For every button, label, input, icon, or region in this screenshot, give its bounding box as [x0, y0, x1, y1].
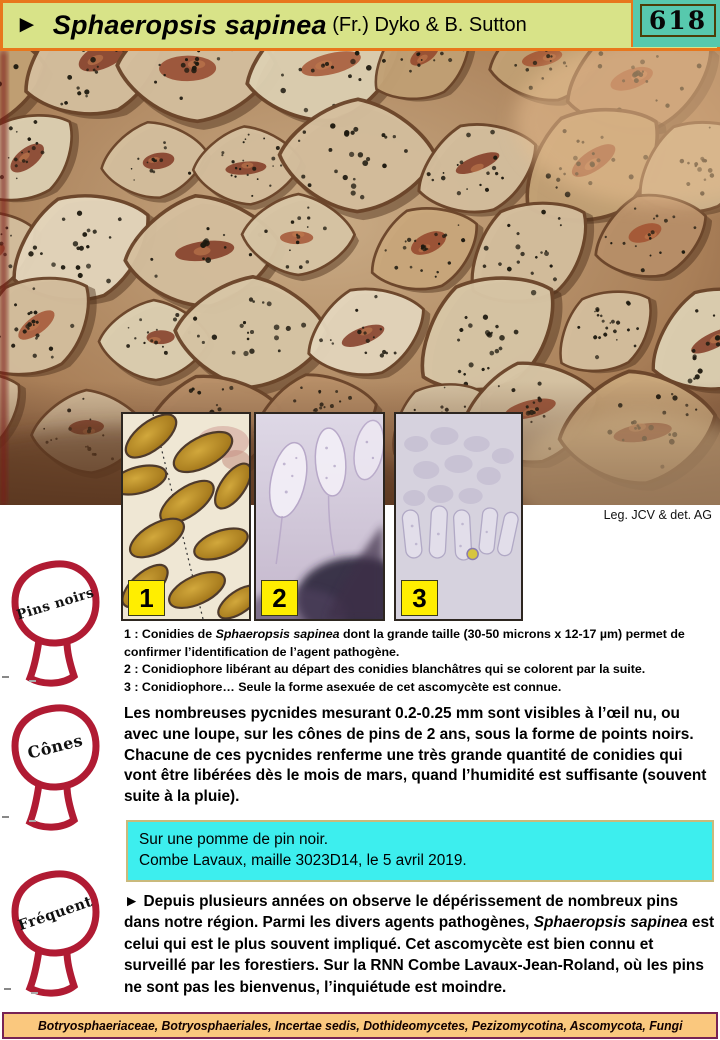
page-number: 618	[648, 6, 708, 35]
stamp-substrate-pins-noirs	[6, 558, 106, 690]
species-title: Sphaeropsis sapinea	[52, 10, 327, 40]
photo-number-badge-2: 2	[261, 580, 298, 616]
stamp-label: Pins noirs	[14, 584, 97, 624]
caption-line-1	[124, 626, 718, 661]
margin-mark	[4, 988, 11, 990]
stamp-label: Cônes	[25, 730, 85, 763]
caption-1-suffix: dont la grande taille (30-50 microns x 12-17 µm) permet de confirmer l’identification de l’agent pathogène.	[124, 627, 685, 659]
taxonomy-text: Botryosphaeriaceae, Botryosphaeriales, Incertae sedis, Dothideomycetes, Pezizomycotina, Ascomycota, Fungi	[37, 1018, 683, 1033]
collection-note-line-2: Combe Lavaux, maille 3023D14, le 5 avril 2019.	[139, 852, 467, 869]
page-number-badge	[640, 4, 716, 37]
stamp-frequency	[6, 868, 106, 1000]
title-arrow-icon: ►	[15, 10, 39, 38]
photo-credit: Leg. JCV & det. AG	[603, 508, 712, 522]
photo-number-badge-3: 3	[401, 580, 438, 616]
collection-note-box	[126, 820, 714, 882]
stamp-substrate-cones	[6, 702, 106, 834]
description-paragraph: Les nombreuses pycnides mesurant 0.2-0.25 mm sont visibles à l’œil nu, ou avec une loupe, sur les cônes de pins de 2 ans, sous la forme de points noirs. Chacune de ces pycnides renferme une très grande quantité de conidies qui vont être libérées dès le mois de mars, quand l’humidité est suffisante (souvent suite à la pluie).	[124, 705, 707, 806]
mushroom-stamp-icon	[6, 702, 106, 834]
title-bar	[0, 0, 720, 51]
species-authority: (Fr.) Dyko & B. Sutton	[326, 14, 527, 36]
caption-1-prefix: 1 : Conidies de	[124, 627, 216, 641]
caption-line-3: 3 : Conidiophore… Seule la forme asexuée de cet ascomycète est connue.	[124, 679, 562, 694]
photo-number-badge-1: 1	[128, 580, 165, 616]
comment-paragraph	[124, 891, 718, 998]
comment-prefix: ► Depuis plusieurs années on observe le dépérissement de nombreux pins dans notre région. Parmi les divers agents pathogènes,	[124, 893, 679, 932]
micrograph-2	[254, 412, 385, 621]
comment-suffix: est celui qui est le plus souvent impliqué. Cet ascomycète est bien connu et surveillé par les forestiers. Sur la RNN Combe Lavaux-Jean-Roland, où les pins ne sont pas les bienvenus, l’inquiétude est moindre.	[124, 914, 715, 996]
taxonomy-footer	[2, 1012, 718, 1039]
mushroom-stamp-icon	[6, 558, 106, 690]
stamp-label: Fréquent	[15, 893, 95, 935]
micrograph-1	[121, 412, 251, 621]
mushroom-stamp-icon	[6, 868, 106, 1000]
margin-mark	[2, 676, 9, 678]
figure-captions	[124, 626, 718, 696]
page-number-corner	[631, 0, 720, 47]
caption-line-2: 2 : Conidiophore libérant au départ des conidies blanchâtres qui se colorent par la suite.	[124, 662, 646, 676]
collection-note-line-1: Sur une pomme de pin noir.	[139, 831, 329, 848]
comment-species: Sphaeropsis sapinea	[533, 914, 688, 932]
margin-mark	[2, 816, 9, 818]
caption-1-species: Sphaeropsis sapinea	[215, 627, 340, 641]
